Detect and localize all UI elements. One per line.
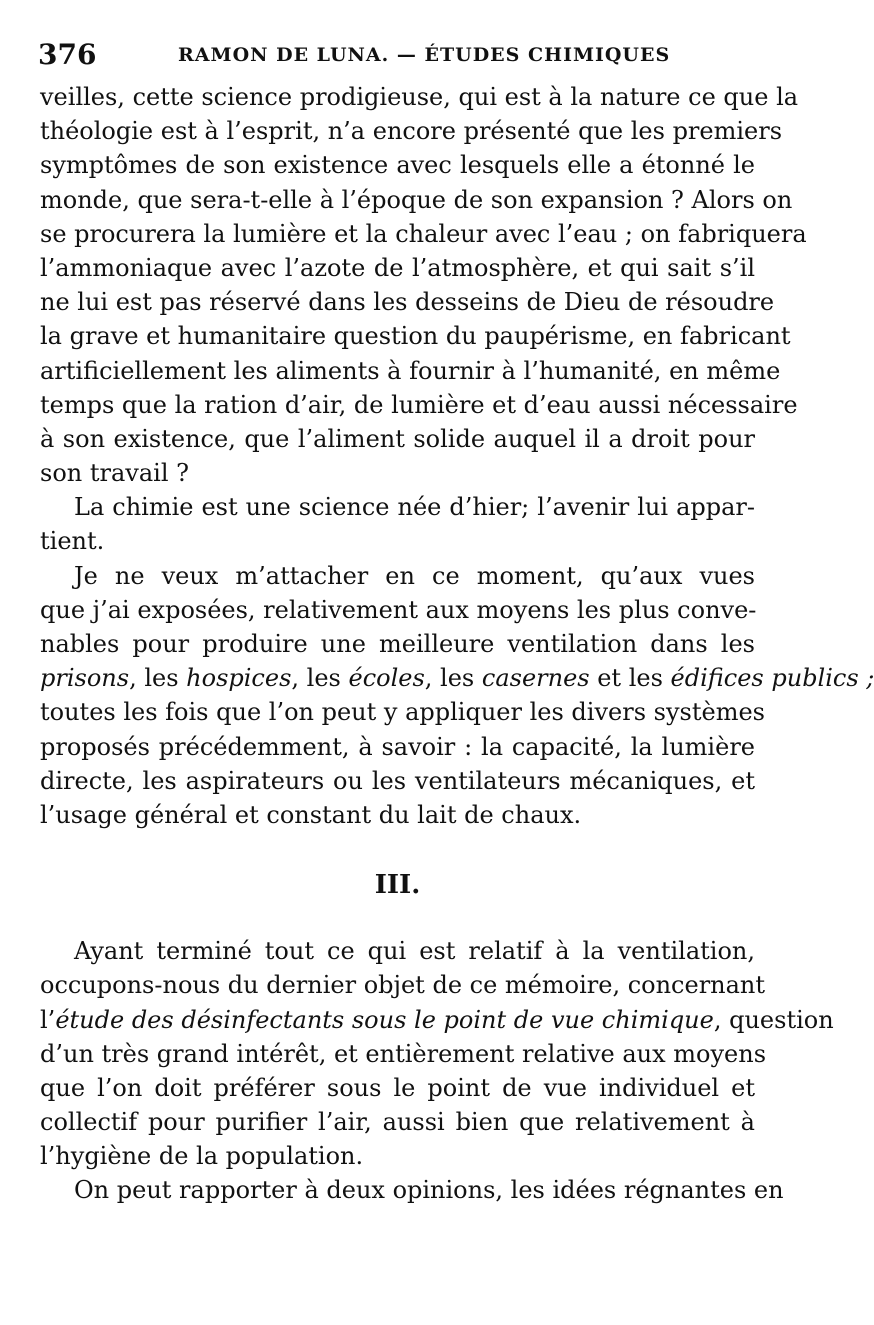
- text-fragment: , les: [424, 664, 482, 693]
- text-line-italic-list: [40, 661, 874, 695]
- italic-word: hospices: [186, 664, 292, 693]
- text-line: l’hygiène de la population.: [40, 1142, 364, 1171]
- text-fragment: et les: [589, 664, 671, 693]
- text-fragment: , les: [129, 664, 187, 693]
- paragraph-4: [40, 934, 834, 1173]
- paragraph-2: [40, 490, 755, 558]
- text-line: monde, que sera-t-elle à l’époque de son expansion ? Alors on: [40, 185, 793, 214]
- text-line: proposés précédemment, à savoir : la capacité, la lumière: [40, 732, 755, 761]
- text-line: artificiellement les aliments à fournir à l’humanité, en même: [40, 356, 781, 385]
- text-line: occupons-nous du dernier objet de ce mémoire, concernant: [40, 971, 766, 1000]
- text-line: La chimie est une science née d’hier; l’avenir lui appar-: [74, 493, 755, 522]
- paragraph-1: [40, 80, 807, 490]
- text-line: ne lui est pas réservé dans les desseins de Dieu de résoudre: [40, 288, 775, 317]
- paragraph-3: [40, 559, 874, 833]
- paragraph-5: [40, 1173, 784, 1207]
- italic-word: prisons: [40, 664, 130, 693]
- text-line: d’un très grand intérêt, et entièrement relative aux moyens: [40, 1039, 767, 1068]
- page-number: 376: [38, 38, 97, 71]
- text-line: Je ne veux m’attacher en ce moment, qu’aux vues: [74, 561, 755, 590]
- text-line: son travail ?: [40, 459, 189, 488]
- text-line: se procurera la lumière et la chaleur avec l’eau ; on fabriquera: [40, 219, 807, 248]
- text-line: l’usage général et constant du lait de chaux.: [40, 800, 582, 829]
- text-fragment: l’: [40, 1005, 56, 1034]
- text-line: à son existence, que l’aliment solide auquel il a droit pour: [40, 424, 755, 453]
- section-heading: III.: [374, 870, 421, 901]
- text-line: temps que la ration d’air, de lumière et d’eau aussi nécessaire: [40, 390, 798, 419]
- running-head: RAMON DE LUNA. — ÉTUDES CHIMIQUES: [178, 44, 671, 66]
- text-line: nables pour produire une meilleure ventilation dans les: [40, 630, 755, 658]
- text-line: l’ammoniaque avec l’azote de l’atmosphère, et qui sait s’il: [40, 253, 755, 282]
- text-line-italic: [40, 1003, 834, 1037]
- text-line: théologie est à l’esprit, n’a encore présenté que les premiers: [40, 117, 783, 146]
- page-header: [38, 38, 758, 78]
- text-fragment: , question: [713, 1005, 834, 1034]
- text-line: toutes les fois que l’on peut y appliquer les divers systèmes: [40, 698, 765, 727]
- text-line: la grave et humanitaire question du paupérisme, en fabricant: [40, 322, 791, 351]
- text-line: que j’ai exposées, relativement aux moyens les plus conve-: [40, 595, 757, 624]
- text-line: directe, les aspirateurs ou les ventilateurs mécaniques, et: [40, 766, 755, 795]
- text-line: veilles, cette science prodigieuse, qui est à la nature ce que la: [40, 83, 799, 111]
- italic-phrase: étude des désinfectants sous le point de vue chimique: [55, 1005, 714, 1034]
- text-line: que l’on doit préférer sous le point de vue individuel et: [40, 1073, 755, 1102]
- text-line: collectif pour purifier l’air, aussi bien que relativement à: [40, 1108, 755, 1137]
- body-text: [40, 80, 874, 1208]
- italic-word: écoles: [348, 664, 425, 693]
- text-line: On peut rapporter à deux opinions, les idées régnantes en: [74, 1176, 784, 1205]
- italic-word: édifices publics ;: [670, 664, 874, 693]
- text-line: Ayant terminé tout ce qui est relatif à la ventilation,: [74, 937, 755, 966]
- text-fragment: , les: [291, 664, 349, 693]
- text-line: symptômes de son existence avec lesquels elle a étonné le: [40, 151, 755, 180]
- text-line: tient.: [40, 527, 105, 556]
- italic-word: casernes: [481, 664, 590, 693]
